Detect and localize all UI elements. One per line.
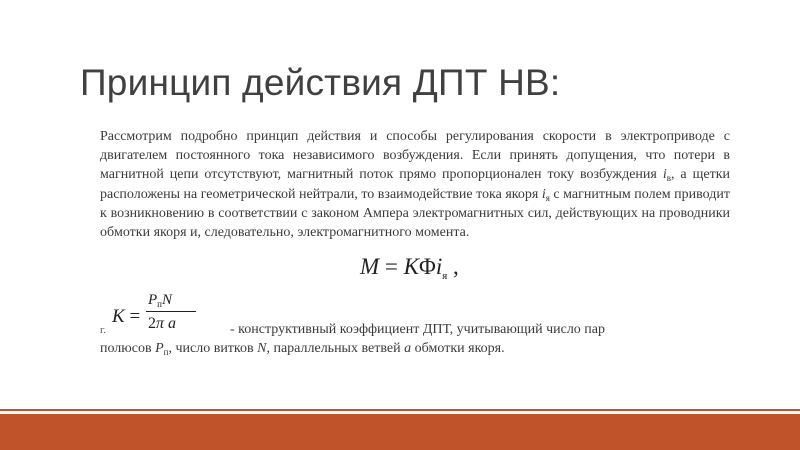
torque-formula (360, 254, 459, 280)
var-i-v: i (662, 167, 667, 183)
paragraph-part-1: Рассмотрим подробно принцип действия и способы регулирования скорости в электроприводе с двигателем постоянного тока независимого возбуждения. Если принять допущения, что потери в магнитной цепи отсутствуют, магнитный поток прямо пропорционален току возбуждения (100, 129, 730, 183)
den-pi: π (156, 315, 165, 332)
formula-m: M (360, 254, 380, 279)
den-2: 2 (148, 315, 156, 332)
description-line-2 (100, 341, 505, 357)
desc-a: a (404, 341, 412, 356)
k-eq: = (124, 306, 141, 327)
desc-n: N (257, 341, 267, 356)
fraction-bar (146, 311, 196, 312)
k-formula-lhs (112, 306, 140, 328)
desc-end: обмотки якоря. (411, 341, 505, 356)
formula-eq: = (379, 254, 404, 279)
slide-title: Принцип действия ДПТ НВ: (80, 62, 561, 103)
body-paragraph (100, 127, 730, 242)
k-denominator (148, 315, 176, 333)
formula-k: K (403, 254, 419, 279)
footer-accent-line (0, 409, 800, 411)
desc-branches: , параллельных ветвей (266, 341, 405, 356)
g-mark: г. (100, 324, 107, 336)
k-numerator (148, 292, 172, 309)
formula-sub-ya: я (442, 270, 448, 282)
paragraph-part-2: , а щетки расположены на геометрической нейтрали, то взаимодействие тока якоря (100, 167, 730, 202)
k-symbol: K (112, 306, 125, 327)
sub-ya: я (545, 192, 550, 203)
num-p: P (148, 292, 158, 308)
formula-comma: , (447, 254, 459, 279)
desc-turns: , число витков (168, 341, 258, 356)
paragraph-part-3: с магнитным полем приводит к возникновению в соответствии с законом Ампера электромагнитных сил, действующих на проводники обмотки якоря и, следовательно, электромагнитного момента. (100, 186, 730, 241)
description-line-1: - конструктивный коэффициент ДПТ, учитывающий число пар (230, 322, 606, 337)
sub-v: в (666, 173, 671, 184)
formula-phi: Φ (419, 254, 436, 279)
formula-i: i (435, 254, 443, 279)
desc-p-sub: п (163, 347, 169, 357)
den-a: a (168, 315, 177, 332)
var-i-ya: i (541, 186, 546, 202)
desc-p: P (155, 341, 164, 356)
desc-poles: полюсов (100, 341, 156, 356)
num-sub-p: п (157, 299, 162, 309)
num-n: N (162, 292, 173, 308)
footer-accent-band (0, 414, 800, 450)
